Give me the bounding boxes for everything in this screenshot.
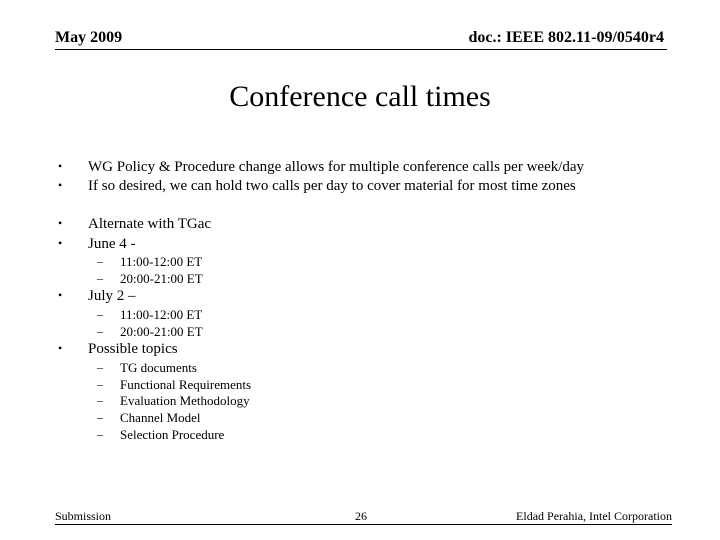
bullet-june: June 4 - bbox=[88, 236, 136, 252]
bullet-marker: • bbox=[58, 216, 63, 230]
dash-marker: – bbox=[97, 377, 103, 391]
topic-item: TG documents bbox=[120, 360, 197, 375]
bullet-july: July 2 – bbox=[88, 288, 136, 304]
header-rule bbox=[55, 49, 667, 50]
footer-page-number: 26 bbox=[355, 509, 367, 523]
slide-title: Conference call times bbox=[229, 80, 491, 113]
topic-item: Selection Procedure bbox=[120, 427, 225, 442]
bullet-two-calls: If so desired, we can hold two calls per day to cover material for most time zones bbox=[88, 178, 576, 194]
footer-author: Eldad Perahia, Intel Corporation bbox=[516, 509, 672, 523]
bullet-policy: WG Policy & Procedure change allows for multiple conference calls per week/day bbox=[88, 159, 585, 175]
july-slot-2: 20:00-21:00 ET bbox=[120, 324, 203, 339]
footer-rule bbox=[55, 524, 672, 525]
topic-item: Channel Model bbox=[120, 410, 201, 425]
dash-marker: – bbox=[97, 254, 103, 268]
june-slot-1: 11:00-12:00 ET bbox=[120, 254, 203, 269]
footer-submission: Submission bbox=[55, 509, 112, 523]
bullet-marker: • bbox=[58, 341, 63, 355]
header-doc-id: doc.: IEEE 802.11-09/0540r4 bbox=[468, 29, 664, 46]
bullet-alternate: Alternate with TGac bbox=[88, 216, 212, 232]
dash-marker: – bbox=[97, 324, 103, 338]
bullet-marker: • bbox=[58, 159, 63, 173]
dash-marker: – bbox=[97, 360, 103, 374]
bullet-topics: Possible topics bbox=[88, 341, 178, 357]
bullet-marker: • bbox=[58, 178, 63, 192]
dash-marker: – bbox=[97, 410, 103, 424]
bullet-marker: • bbox=[58, 288, 63, 302]
bullet-marker: • bbox=[58, 236, 63, 250]
dash-marker: – bbox=[97, 393, 103, 407]
july-slot-1: 11:00-12:00 ET bbox=[120, 307, 203, 322]
topic-item: Evaluation Methodology bbox=[120, 393, 250, 408]
dash-marker: – bbox=[97, 307, 103, 321]
dash-marker: – bbox=[97, 427, 103, 441]
header-date: May 2009 bbox=[55, 29, 123, 46]
june-slot-2: 20:00-21:00 ET bbox=[120, 271, 203, 286]
dash-marker: – bbox=[97, 271, 103, 285]
topic-item: Functional Requirements bbox=[120, 377, 252, 392]
